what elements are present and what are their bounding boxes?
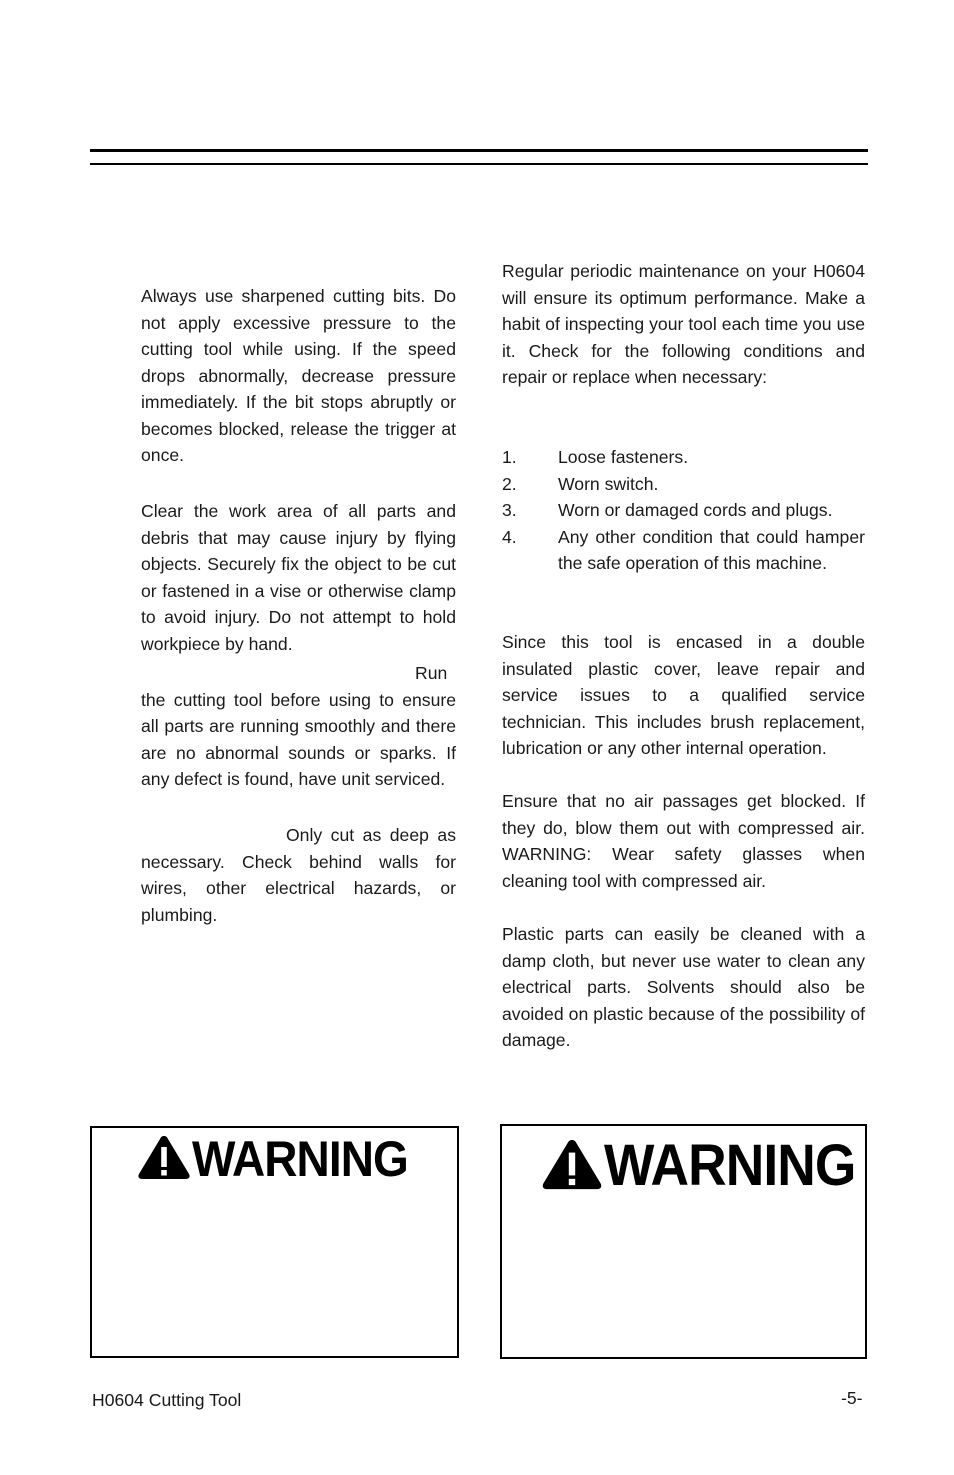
right-column-air [502, 788, 865, 894]
inspection-list-wrap [502, 444, 865, 577]
list-text: Loose fasteners. [558, 447, 689, 467]
left-paragraph-workarea: Clear the work area of all parts and debris that may cause injury by flying objects. Securely fix the object to be cut or fastened in a vise or otherwise clamp to avoid injury. Do not attempt to hold workpiece by hand. [141, 501, 456, 654]
footer-title: H0604 Cutting Tool [92, 1390, 242, 1410]
warning-triangle-icon [136, 1133, 192, 1181]
left-paragraph-bits: Always use sharpened cutting bits. Do not apply excessive pressure to the cutting tool while using. If the speed drops abnormally, decrease pressure immediately. If the bit stops abruptly or becomes blocked, release the trigger at once. [141, 286, 456, 465]
right-paragraph-cleaning: Plastic parts can easily be cleaned with a damp cloth, but never use water to clean any electrical parts. Solvents should also be avoided on plastic because of the possibility of damage. [502, 924, 865, 1050]
list-text: Any other condition that could hamper the safe operation of this machine. [558, 526, 865, 573]
list-number: 4. [502, 526, 517, 547]
right-paragraph-insulation: Since this tool is encased in a double insulated plastic cover, leave repair and service issues to a qualified service technician. This includes brush replacement, lubrication or any other internal operation. [502, 632, 865, 758]
header-rule-thick [90, 149, 868, 152]
warning-label-left: WARNING [192, 1131, 408, 1187]
list-item [502, 497, 865, 524]
list-number: 2. [502, 473, 517, 494]
right-paragraph-intro: Regular periodic maintenance on your H0604 will ensure its optimum performance. Make a habit of inspecting your tool each time you use it. Check for the following conditions and repair or replace when necessary: [502, 261, 865, 387]
list-number: 3. [502, 500, 517, 520]
right-paragraph-air: Ensure that no air passages get blocked. If they do, blow them out with compressed air. WARNING: Wear safety glasses when cleaning tool with compressed air. [502, 791, 865, 891]
header-rule-thin [90, 163, 868, 165]
left-column [141, 283, 456, 469]
right-column-intro [502, 258, 865, 391]
left-column-run [141, 660, 456, 793]
left-paragraph-run: Run the cutting tool before using to ensure all parts are running smoothly and there are no abnormal sounds or sparks. If any defect is found, have unit serviced. [141, 663, 456, 789]
list-item [502, 471, 865, 498]
left-column-workarea [141, 498, 456, 657]
inspection-list [502, 444, 865, 577]
warning-label-right: WARNING [604, 1133, 856, 1198]
list-text: Worn switch. [558, 473, 659, 494]
warning-header-right [540, 1133, 877, 1198]
list-number: 1. [502, 447, 517, 467]
list-item [502, 524, 865, 577]
left-column-depth [141, 822, 456, 928]
right-column-cleaning [502, 921, 865, 1054]
list-text: Worn or damaged cords and plugs. [558, 500, 833, 520]
warning-triangle-icon [540, 1136, 604, 1192]
list-item [502, 444, 865, 471]
right-column-insulation [502, 629, 865, 762]
warning-header-left [136, 1131, 427, 1187]
page-number: -5- [841, 1388, 863, 1408]
left-paragraph-depth: Only cut as deep as necessary. Check behind walls for wires, other electrical hazards, or plumbing. [141, 825, 456, 925]
